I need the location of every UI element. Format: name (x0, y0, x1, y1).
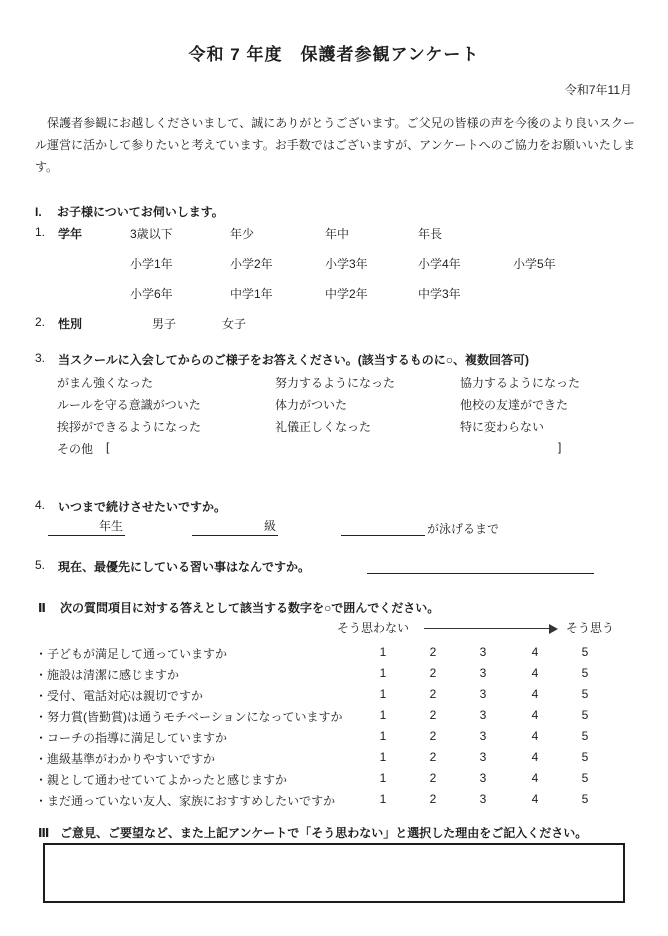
rating-value-1[interactable]: 1 (379, 708, 387, 722)
q4-swim-suffix: が泳げるまで (427, 522, 500, 536)
rating-value-3[interactable]: 3 (479, 708, 487, 722)
rating-value-3[interactable]: 3 (479, 792, 487, 806)
rating-value-2[interactable]: 2 (429, 729, 437, 743)
section1-heading (35, 203, 224, 220)
rating-value-2[interactable]: 2 (429, 792, 437, 806)
rating-value-1[interactable]: 1 (379, 666, 387, 680)
rating-question-label: ・子どもが満足して通っていますか (35, 647, 228, 661)
comment-input-box[interactable] (43, 843, 625, 903)
gender-option-female[interactable]: 女子 (222, 317, 247, 331)
rating-value-4[interactable]: 4 (531, 792, 539, 806)
q4-blank-grade[interactable] (48, 517, 125, 536)
rating-value-5[interactable]: 5 (581, 645, 589, 659)
rating-value-5[interactable]: 5 (581, 792, 589, 806)
q3-number: 3. (35, 351, 46, 365)
section2-heading-text: 次の質問項目に対する答えとして該当する数字を○で囲んでください。 (60, 601, 440, 615)
section3-numeral: Ⅲ (38, 826, 50, 840)
section3-heading (38, 824, 587, 841)
q4-blank-level-suffix: 級 (263, 519, 276, 533)
rating-value-4[interactable]: 4 (531, 771, 539, 785)
rating-question-label: ・まだ通っていない友人、家族におすすめしたいですか (35, 794, 336, 808)
rating-value-3[interactable]: 3 (479, 771, 487, 785)
q4-blank-grade-suffix: 年生 (98, 519, 123, 533)
grade-option[interactable]: 小学4年 (418, 257, 461, 271)
rating-value-2[interactable]: 2 (429, 687, 437, 701)
rating-question-label: ・努力賞(皆勤賞)は通うモチベーションになっていますか (35, 710, 343, 724)
grade-option[interactable]: 年長 (418, 227, 443, 241)
rating-value-3[interactable]: 3 (479, 666, 487, 680)
change-option[interactable]: がまん強くなった (57, 376, 154, 390)
rating-value-4[interactable]: 4 (531, 708, 539, 722)
grade-option[interactable]: 中学1年 (230, 287, 273, 301)
rating-value-4[interactable]: 4 (531, 750, 539, 764)
intro-paragraph: 保護者参観にお越しくださいまして、誠にありがとうございます。ご父兄の皆様の声を今後のより良いスクール運営に活かして参りたいと考えています。お手数ではございますが、アンケートへのご協力をお願いいたします。 (35, 116, 635, 174)
change-option[interactable]: 体力がついた (275, 398, 348, 412)
rating-value-5[interactable]: 5 (581, 666, 589, 680)
rating-value-3[interactable]: 3 (479, 729, 487, 743)
rating-value-1[interactable]: 1 (379, 750, 387, 764)
rating-value-3[interactable]: 3 (479, 750, 487, 764)
other-option-label: その他 (57, 442, 94, 456)
rating-value-4[interactable]: 4 (531, 666, 539, 680)
other-bracket-open: [ (106, 440, 110, 454)
rating-value-2[interactable]: 2 (429, 666, 437, 680)
grade-option[interactable]: 小学6年 (130, 287, 173, 301)
q2-label: 性別 (58, 317, 83, 331)
rating-value-1[interactable]: 1 (379, 645, 387, 659)
rating-value-3[interactable]: 3 (479, 645, 487, 659)
rating-value-4[interactable]: 4 (531, 729, 539, 743)
rating-value-5[interactable]: 5 (581, 687, 589, 701)
change-option[interactable]: 努力するようになった (275, 376, 396, 390)
rating-value-5[interactable]: 5 (581, 771, 589, 785)
q3-label: 当スクールに入会してからのご様子をお答えください。(該当するものに○、複数回答可) (58, 353, 530, 367)
rating-row (0, 750, 668, 768)
rating-value-2[interactable]: 2 (429, 750, 437, 764)
grade-option[interactable]: 小学5年 (513, 257, 556, 271)
scale-arrow-line (424, 628, 550, 629)
other-write-in-area[interactable] (118, 440, 554, 456)
q1-number: 1. (35, 225, 46, 239)
rating-value-2[interactable]: 2 (429, 645, 437, 659)
rating-row (0, 666, 668, 684)
q5-label: 現在、最優先にしている習い事はなんですか。 (58, 560, 311, 574)
q4-label: いつまで続けさせたいですか。 (58, 500, 227, 514)
section3-heading-text: ご意見、ご要望など、また上記アンケートで「そう思わない」と選択した理由をご記入ください。 (60, 826, 588, 840)
rating-value-4[interactable]: 4 (531, 645, 539, 659)
section1-numeral: I. (35, 205, 42, 219)
section1-heading-text: お子様についてお伺いします。 (57, 205, 224, 219)
rating-question-label: ・施設は清潔に感じますか (35, 668, 180, 682)
grade-option[interactable]: 小学1年 (130, 257, 173, 271)
scale-label-agree: そう思う (566, 621, 615, 635)
change-option[interactable]: ルールを守る意識がついた (57, 398, 201, 412)
grade-option[interactable]: 年中 (325, 227, 350, 241)
rating-value-3[interactable]: 3 (479, 687, 487, 701)
rating-value-1[interactable]: 1 (379, 687, 387, 701)
change-option[interactable]: 他校の友達ができた (460, 398, 569, 412)
rating-value-1[interactable]: 1 (379, 792, 387, 806)
q1-label: 学年 (58, 227, 83, 241)
q4-blank-level[interactable] (192, 517, 278, 536)
grade-option[interactable]: 小学3年 (325, 257, 368, 271)
rating-value-1[interactable]: 1 (379, 771, 387, 785)
rating-value-5[interactable]: 5 (581, 729, 589, 743)
grade-option[interactable]: 中学2年 (325, 287, 368, 301)
q4-blank-swim[interactable] (341, 517, 425, 536)
scale-arrow-head-icon (549, 624, 558, 634)
q5-number: 5. (35, 558, 46, 572)
rating-row (0, 729, 668, 747)
grade-option[interactable]: 年少 (230, 227, 255, 241)
rating-question-label: ・進級基準がわかりやすいですか (35, 752, 216, 766)
rating-row (0, 792, 668, 810)
rating-value-5[interactable]: 5 (581, 708, 589, 722)
rating-row (0, 645, 668, 663)
change-option[interactable]: 礼儀正しくなった (275, 420, 372, 434)
gender-option-male[interactable]: 男子 (152, 317, 177, 331)
rating-row (0, 771, 668, 789)
rating-row (0, 687, 668, 705)
section2-numeral: Ⅱ (38, 601, 46, 615)
other-bracket-close: ] (558, 440, 562, 454)
q4-number: 4. (35, 498, 46, 512)
date-label: 令和7年11月 (564, 83, 632, 97)
change-option[interactable]: 特に変わらない (460, 420, 545, 434)
rating-value-2[interactable]: 2 (429, 708, 437, 722)
rating-value-1[interactable]: 1 (379, 729, 387, 743)
change-option[interactable]: 挨拶ができるようになった (57, 420, 202, 434)
section2-heading (38, 599, 439, 616)
grade-option[interactable]: 3歳以下 (130, 227, 173, 241)
grade-option[interactable]: 中学3年 (418, 287, 461, 301)
q2-number: 2. (35, 315, 46, 329)
rating-question-label: ・コーチの指導に満足していますか (35, 731, 228, 745)
q5-answer-blank[interactable] (367, 558, 594, 574)
change-option[interactable]: 協力するようになった (460, 376, 581, 390)
page-title: 令和 7 年度 保護者参観アンケート (188, 45, 480, 64)
rating-value-5[interactable]: 5 (581, 750, 589, 764)
grade-option[interactable]: 小学2年 (230, 257, 273, 271)
rating-row (0, 708, 668, 726)
rating-value-4[interactable]: 4 (531, 687, 539, 701)
rating-value-2[interactable]: 2 (429, 771, 437, 785)
scale-label-disagree: そう思わない (337, 621, 410, 635)
rating-question-label: ・受付、電話対応は親切ですか (35, 689, 204, 703)
rating-question-label: ・親として通わせていてよかったと感じますか (35, 773, 288, 787)
